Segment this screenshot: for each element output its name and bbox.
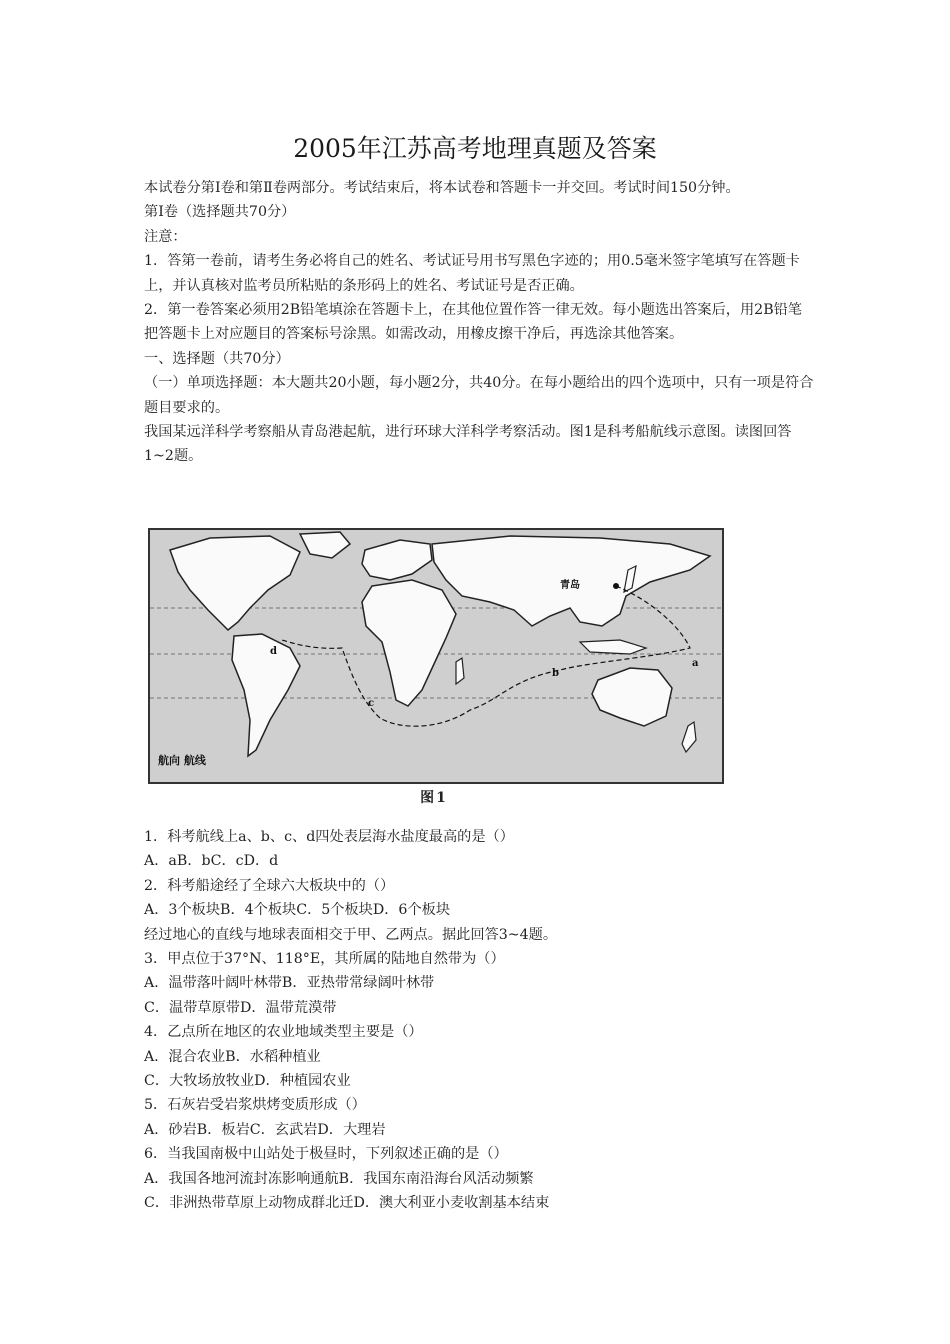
- point-label-d: d: [270, 646, 277, 657]
- question-3-options-cd: C．温带草原带D．温带荒漠带: [144, 999, 337, 1016]
- intro-section: [144, 176, 816, 469]
- south-america-shape: [232, 634, 300, 756]
- madagascar-shape: [456, 658, 464, 684]
- notice-label: 注意：: [144, 228, 187, 245]
- question-4: 4．乙点所在地区的农业地域类型主要是（）: [144, 1024, 423, 1041]
- route-map-figure: [144, 528, 724, 810]
- question-6-options-ab: A．我国各地河流封冻影响通航B．我国东南沿海台风活动频繁: [144, 1170, 534, 1187]
- notice-item: 1．答第一卷前，请考生务必将自己的姓名、考试证号用书写黑色字迹的；用0.5毫米签字笔填写在答题卡上，并认真核对监考员所粘贴的条形码上的姓名、考试证号是否正确。: [144, 253, 800, 294]
- question-2-options: A．3个板块B．4个板块C．5个板块D．6个板块: [144, 902, 451, 919]
- maritime-asia-shape: [580, 640, 646, 654]
- question-3-options-ab: A．温带落叶阔叶林带B．亚热带常绿阔叶林带: [144, 975, 435, 992]
- qingdao-label: 青岛: [560, 580, 580, 591]
- africa-shape: [362, 580, 456, 706]
- point-label-b: b: [552, 668, 559, 679]
- question-5-options: A．砂岩B．板岩C．玄武岩D．大理岩: [144, 1121, 386, 1138]
- world-map: [148, 528, 724, 784]
- question-4-options-ab: A．混合农业B．水稻种植业: [144, 1048, 321, 1065]
- map-legend: 航向 航线: [158, 754, 206, 767]
- world-map-drawing: [150, 530, 722, 782]
- question-context: 我国某远洋科学考察船从青岛港起航，进行环球大洋科学考察活动。图1是科考船航线示意图。读图回答1~2题。: [144, 424, 792, 465]
- qingdao-marker: [613, 583, 619, 589]
- question-1: 1．科考航线上a、b、c、d四处表层海水盐度最高的是（）: [144, 829, 514, 845]
- australia-shape: [592, 668, 672, 726]
- europe-shape: [362, 540, 432, 580]
- north-america-shape: [170, 536, 300, 630]
- question-3: 3．甲点位于37°N、118°E，其所属的陆地自然带为（）: [144, 951, 505, 968]
- question-4-options-cd: C．大牧场放牧业D．种植园农业: [144, 1073, 351, 1090]
- point-label-c: c: [368, 698, 375, 709]
- section-heading: 第Ⅰ卷（选择题共70分）: [144, 204, 296, 221]
- greenland-shape: [300, 532, 350, 558]
- question-3-4-context: 经过地心的直线与地球表面相交于甲、乙两点。据此回答3~4题。: [144, 926, 558, 943]
- intro-paragraph: 本试卷分第Ⅰ卷和第Ⅱ卷两部分。考试结束后，将本试卷和答题卡一并交回。考试时间150分钟。: [144, 180, 740, 196]
- question-6: 6．当我国南极中山站处于极昼时，下列叙述正确的是（）: [144, 1146, 508, 1163]
- part-heading: 一、选择题（共70分）: [144, 350, 290, 367]
- new-zealand-shape: [682, 722, 696, 752]
- question-5: 5．石灰岩受岩浆烘烤变质形成（）: [144, 1097, 366, 1114]
- part-instructions: （一）单项选择题：本大题共20小题，每小题2分，共40分。在每小题给出的四个选项中，只有一项是符合题目要求的。: [144, 375, 814, 416]
- point-label-a: a: [692, 658, 699, 669]
- questions-section: [144, 825, 816, 1216]
- question-6-options-cd: C．非洲热带草原上动物成群北迁D．澳大利亚小麦收割基本结束: [144, 1195, 550, 1212]
- figure-caption: 图1: [420, 790, 448, 806]
- notice-item: 2．第一卷答案必须用2B铅笔填涂在答题卡上，在其他位置作答一律无效。每小题选出答案后，用2B铅笔把答题卡上对应题目的答案标号涂黑。如需改动，用橡皮擦干净后，再选涂其他答案。: [144, 302, 802, 343]
- question-2: 2．科考船途经了全球六大板块中的（）: [144, 877, 395, 894]
- question-1-options: A．aB．bC．cD．d: [144, 853, 279, 870]
- document-title: 2005年江苏高考地理真题及答案: [293, 134, 657, 163]
